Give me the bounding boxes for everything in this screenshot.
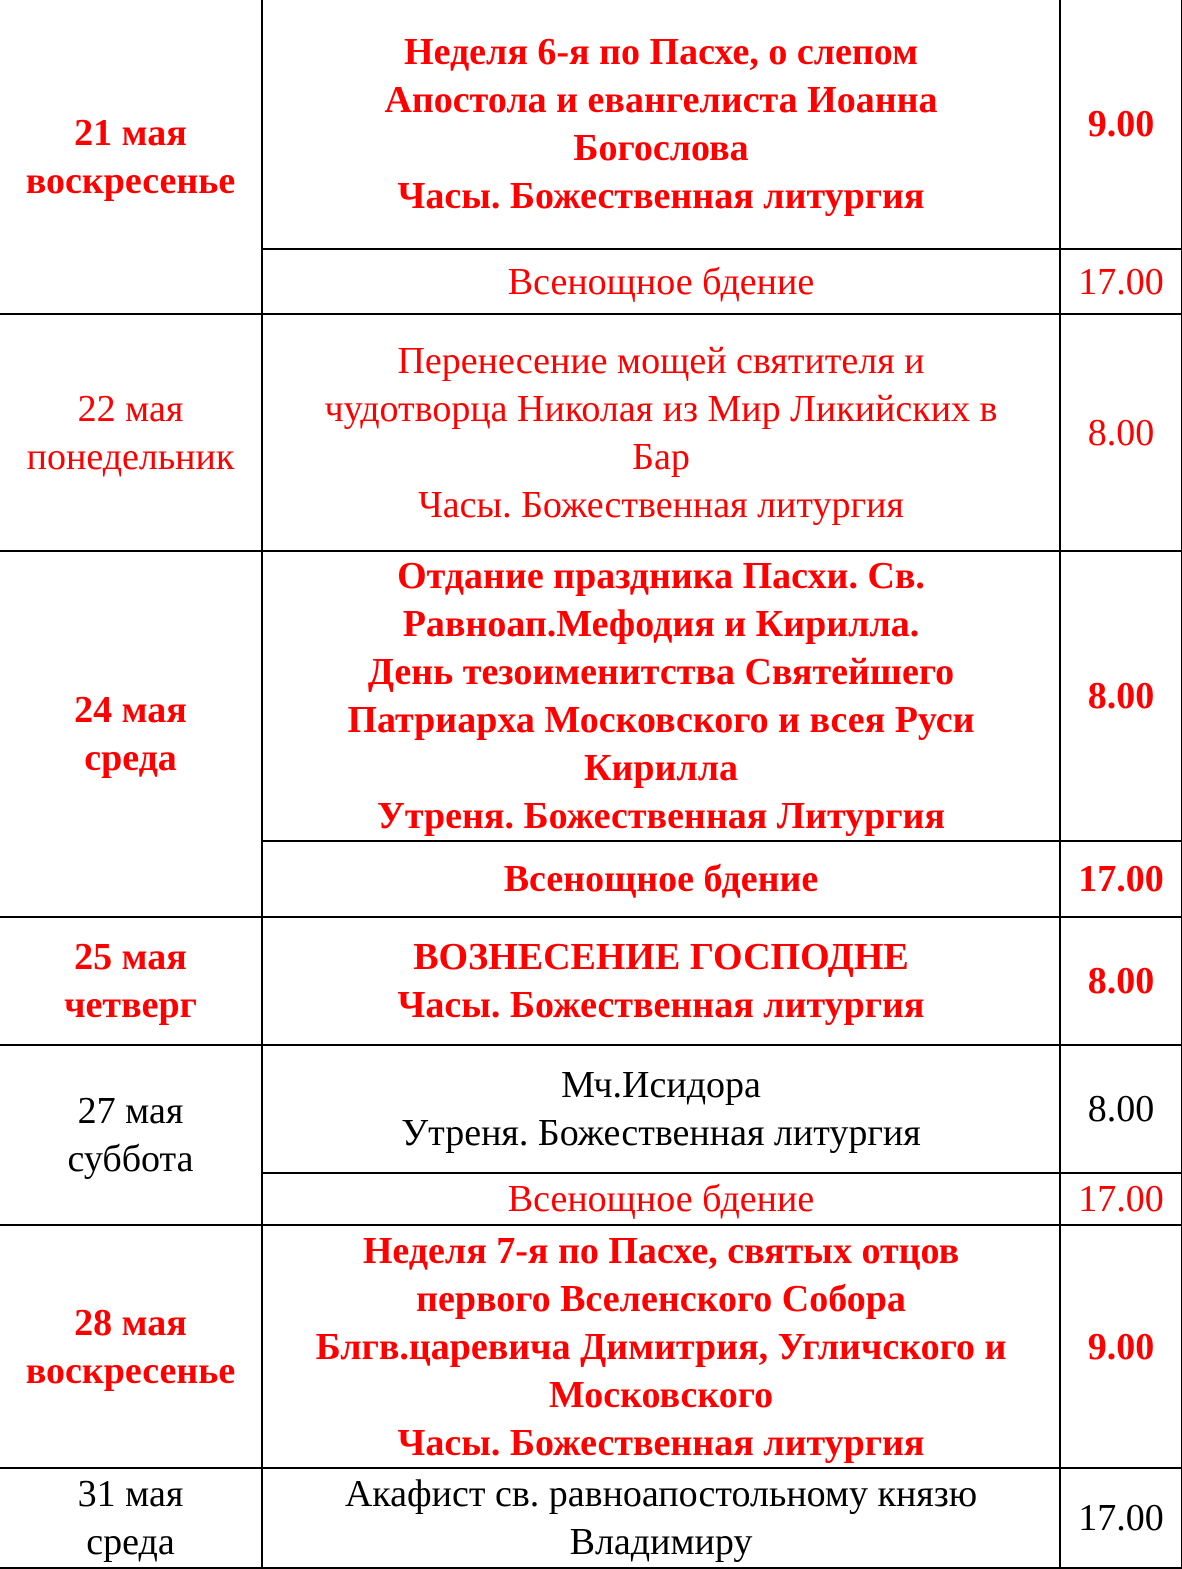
date-label: 21 мая: [74, 111, 187, 154]
service-line: Акафист св. равноапостольному князю: [344, 1473, 978, 1515]
service-line: Всенощное бдение: [503, 858, 819, 900]
service-line: Часы. Божественная литургия: [397, 1421, 925, 1464]
weekday-label: среда: [86, 1521, 175, 1563]
schedule-row-may-24: [0, 551, 1182, 841]
weekday-label: среда: [84, 737, 177, 779]
service-line: чудотворца Николая из Мир Ликийских в: [324, 387, 998, 430]
service-line: Утреня. Божественная литургия: [401, 1112, 921, 1154]
service-title-cell: [262, 1173, 1060, 1225]
service-line: Богослова: [573, 127, 749, 169]
service-line: Перенесение мощей святителя и: [397, 339, 925, 382]
service-line: Всенощное бдение: [507, 1178, 815, 1220]
service-line: Мч.Исидора: [561, 1064, 761, 1106]
date-cell: [0, 1045, 262, 1225]
service-line: Московского: [548, 1373, 774, 1416]
date-label: 27 мая: [77, 1090, 184, 1132]
service-time: 8.00: [1060, 917, 1182, 1045]
date-cell: [0, 0, 262, 314]
date-cell: [0, 551, 262, 917]
service-title-cell: [262, 314, 1060, 551]
date-label: 22 мая: [77, 387, 184, 430]
service-line: Владимиру: [569, 1521, 753, 1563]
service-title-cell: [262, 1225, 1060, 1468]
date-label: 25 мая: [74, 936, 187, 978]
service-title-cell: [262, 1045, 1060, 1173]
service-line: Неделя 6-я по Пасхе, о слепом: [404, 31, 918, 73]
service-title-cell: [262, 249, 1060, 314]
service-title-cell: [262, 917, 1060, 1045]
weekday-label: воскресенье: [25, 1349, 236, 1392]
service-title-cell: [262, 551, 1060, 841]
date-cell: [0, 1468, 262, 1568]
service-time: 9.00: [1060, 1225, 1182, 1468]
weekday-label: воскресенье: [25, 159, 236, 202]
schedule-row-may-22: [0, 314, 1182, 551]
service-line: Равноап.Мефодия и Кирилла.: [402, 603, 920, 645]
service-line: Бар: [632, 435, 690, 478]
service-line: Часы. Божественная литургия: [397, 175, 925, 217]
schedule-row-may-31: [0, 1468, 1182, 1568]
weekday-label: суббота: [67, 1138, 194, 1180]
service-title-cell: [262, 841, 1060, 917]
service-line: ВОЗНЕСЕНИЕ ГОСПОДНЕ: [413, 936, 909, 978]
date-cell: [0, 917, 262, 1045]
service-time: 9.00: [1060, 0, 1182, 249]
schedule-row-may-21: [0, 0, 1182, 249]
service-time: 17.00: [1060, 1468, 1182, 1568]
date-cell: [0, 1225, 262, 1468]
service-title-cell: [262, 1468, 1060, 1568]
date-cell: [0, 314, 262, 551]
service-time: 17.00: [1060, 841, 1182, 917]
service-line: Неделя 7-я по Пасхе, святых отцов: [362, 1229, 960, 1272]
schedule-row-may-28: [0, 1225, 1182, 1468]
schedule-row-may-25: [0, 917, 1182, 1045]
service-line: Кирилла: [583, 747, 739, 789]
service-time: 8.00: [1060, 1045, 1182, 1173]
service-line: Апостола и евангелиста Иоанна: [384, 79, 938, 121]
date-label: 28 мая: [74, 1301, 187, 1344]
date-label: 24 мая: [74, 689, 187, 731]
service-line: Часы. Божественная литургия: [418, 483, 904, 526]
schedule-row-may-27: [0, 1045, 1182, 1173]
service-line: Часы. Божественная литургия: [397, 984, 925, 1026]
service-time: 17.00: [1060, 249, 1182, 314]
service-line: Утреня. Божественная Литургия: [376, 795, 945, 837]
weekday-label: понедельник: [26, 435, 235, 478]
service-line: первого Вселенского Собора: [416, 1277, 906, 1320]
weekday-label: четверг: [64, 984, 197, 1026]
service-time: 8.00: [1060, 314, 1182, 551]
date-label: 31 мая: [77, 1473, 184, 1515]
service-line: Блгв.царевича Димитрия, Угличского и: [315, 1325, 1007, 1368]
service-time: 17.00: [1060, 1173, 1182, 1225]
service-title-cell: [262, 0, 1060, 249]
service-time: 8.00: [1060, 551, 1182, 841]
service-line: Отдание праздника Пасхи. Св.: [397, 555, 925, 597]
service-line: Всенощное бдение: [507, 260, 815, 303]
service-line: Патриарха Московского и всея Руси: [347, 699, 975, 741]
service-line: День тезоименитства Святейшего: [367, 651, 955, 693]
